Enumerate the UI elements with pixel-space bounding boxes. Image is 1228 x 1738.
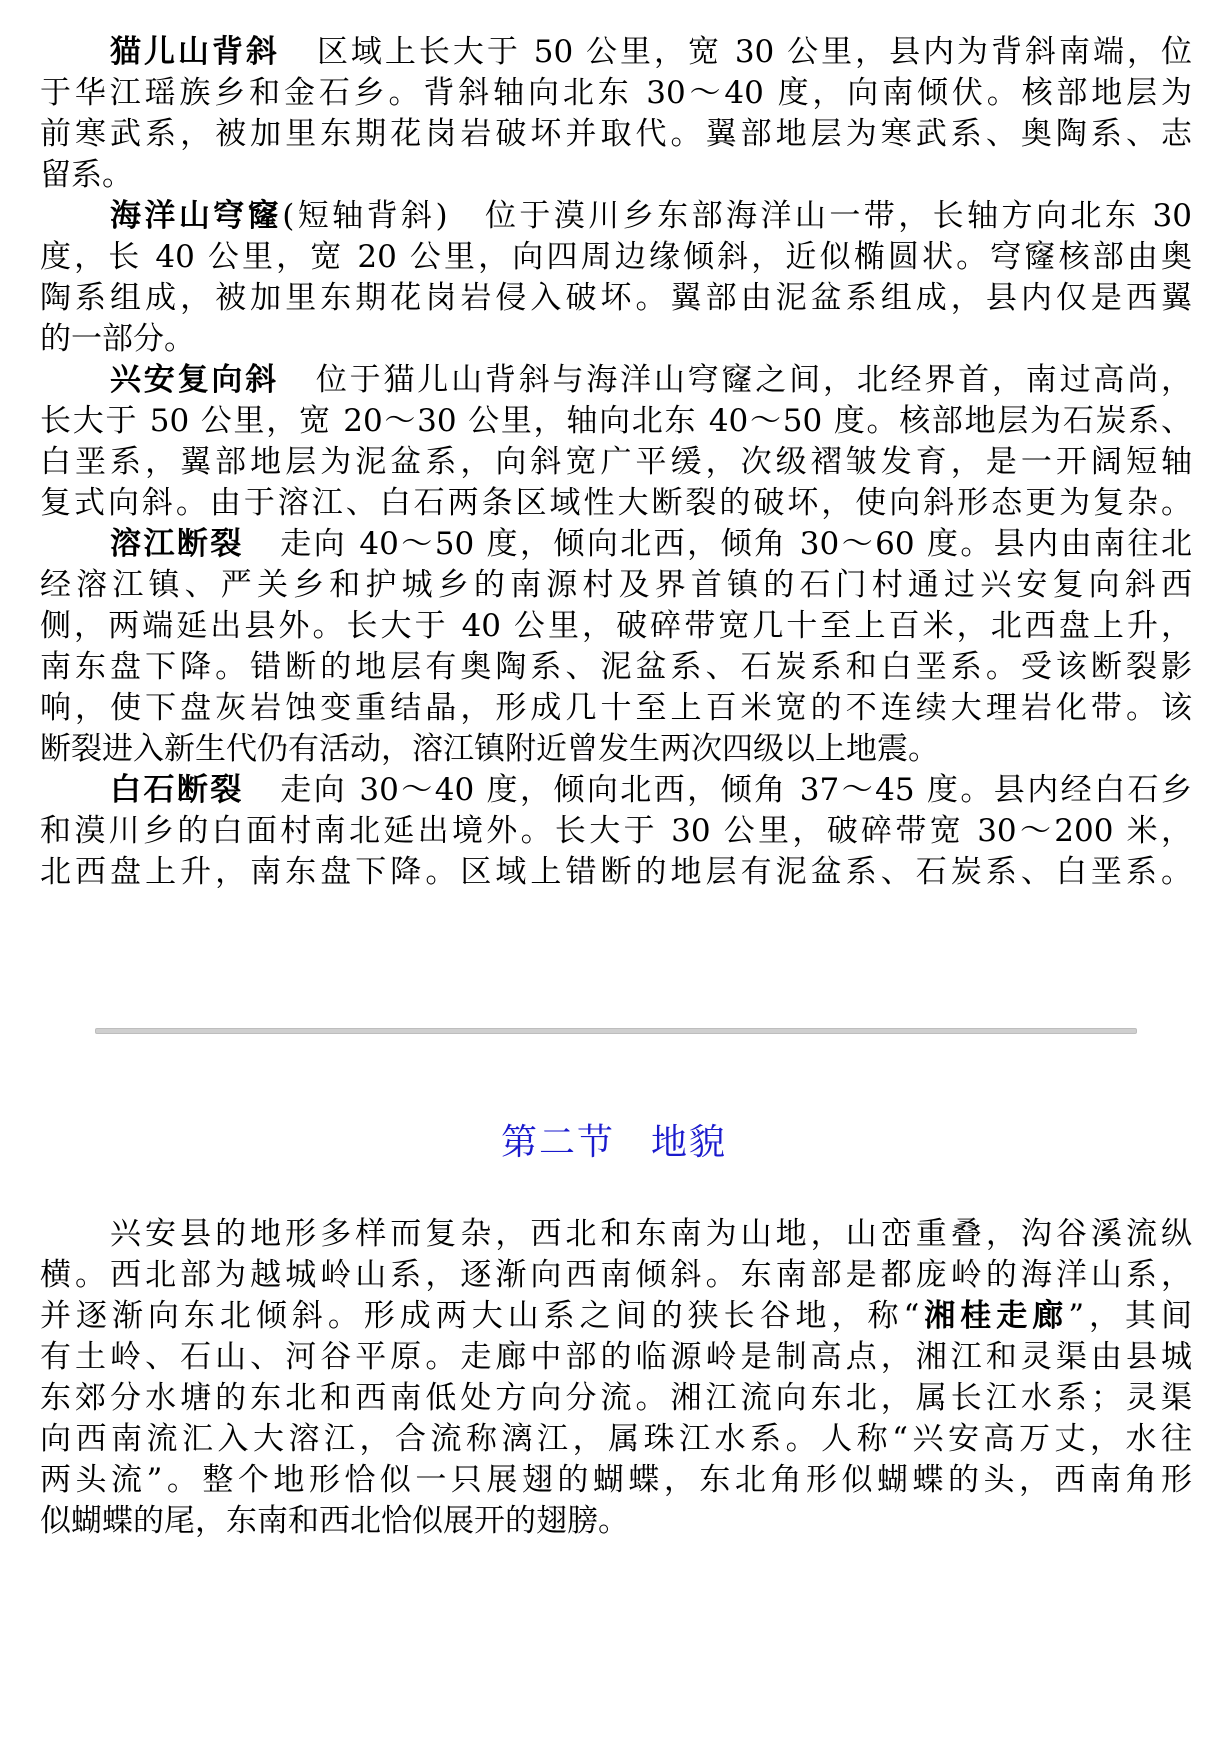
paragraph-line: 长大于 50 公里，宽 20～30 公里，轴向北东 40～50 度。核部地层为石炭系、 [40, 403, 1192, 439]
paragraph-line: 陶系组成，被加里东期花岗岩侵入破坏。翼部由泥盆系组成，县内仅是西翼 [40, 280, 1192, 316]
term-heading: 猫儿山背斜 [110, 34, 280, 70]
paragraph-line: 兴安县的地形多样而复杂，西北和东南为山地，山峦重叠，沟谷溪流纵 [110, 1216, 1192, 1252]
paragraph-line: 两头流”。整个地形恰似一只展翅的蝴蝶，东北角形似蝴蝶的头，西南角形 [40, 1462, 1192, 1498]
paragraph-line: 的一部分。 [40, 321, 195, 357]
term-heading: 兴安复向斜 [110, 362, 280, 398]
paragraph-line: 经溶江镇、严关乡和护城乡的南源村及界首镇的石门村通过兴安复向斜西 [40, 567, 1192, 603]
line-text: 位于猫儿山背斜与海洋山穹窿之间，北经界首，南过高尚， [313, 362, 1193, 398]
paragraph-line: 南东盘下降。错断的地层有奥陶系、泥盆系、石炭系和白垩系。受该断裂影 [40, 649, 1192, 685]
section-title [0, 1118, 1228, 1168]
section-number: 第二节 [500, 1122, 615, 1163]
paragraph-line: 北西盘上升，南东盘下降。区域上错断的地层有泥盆系、石炭系、白垩系。 [40, 854, 1192, 890]
paragraph-line: 侧，两端延出县外。长大于 40 公里，破碎带宽几十至上百米，北西盘上升， [40, 608, 1192, 644]
paragraph-line: 复式向斜。由于溶江、白石两条区域性大断裂的破坏，使向斜形态更为复杂。 [40, 485, 1192, 521]
paragraph-line: 横。西北部为越城岭山系，逐渐向西南倾斜。东南部是都庞岭的海洋山系， [40, 1257, 1192, 1293]
line-text: 走向 30～40 度，倾向北西，倾角 37～45 度。县内经白石乡 [277, 772, 1192, 808]
line-text: 位于漠川乡东部海洋山一带，长轴方向北东 30 [481, 198, 1192, 234]
paragraph-line: 似蝴蝶的尾，东南和西北恰似展开的翅膀。 [40, 1503, 629, 1539]
paragraph-line [40, 30, 1192, 75]
term-heading: 溶江断裂 [110, 526, 244, 562]
paragraph-line: 有土岭、石山、河谷平原。走廊中部的临源岭是制高点，湘江和灵渠由县城 [40, 1339, 1192, 1375]
line-text: 区域上长大于 50 公里，宽 30 公里，县内为背斜南端，位 [313, 34, 1192, 70]
horizontal-rule-divider [95, 1028, 1137, 1034]
paragraph-line: 断裂进入新生代仍有活动，溶江镇附近曾发生两次四级以上地震。 [40, 731, 939, 767]
line-text: 并逐渐向东北倾斜。形成两大山系之间的狭长谷地，称“ [40, 1298, 920, 1334]
term-heading: 海洋山穹窿 [110, 198, 283, 234]
paragraph-line [40, 358, 1192, 403]
paragraph-line [40, 194, 1192, 239]
section-name: 地貌 [651, 1122, 728, 1163]
paragraph-line: 于华江瑶族乡和金石乡。背斜轴向北东 30～40 度，向南倾伏。核部地层为 [40, 75, 1192, 111]
paragraph-line: 响，使下盘灰岩蚀变重结晶，形成几十至上百米宽的不连续大理岩化带。该 [40, 690, 1192, 726]
paragraph-line: 度，长 40 公里，宽 20 公里，向四周边缘倾斜，近似椭圆状。穹窿核部由奥 [40, 239, 1192, 275]
paragraph-line: 前寒武系，被加里东期花岗岩破坏并取代。翼部地层为寒武系、奥陶系、志 [40, 116, 1192, 152]
paragraph-line [40, 768, 1192, 813]
paragraph-line: 和漠川乡的白面村南北延出境外。长大于 30 公里，破碎带宽 30～200 米， [40, 813, 1192, 849]
paragraph-line [40, 522, 1192, 567]
term-heading: 白石断裂 [110, 772, 244, 808]
line-text: 走向 40～50 度，倾向北西，倾角 30～60 度。县内由南往北 [277, 526, 1192, 562]
emphasis-term: 湘桂走廊 [919, 1298, 1069, 1334]
paragraph-line [40, 1294, 1192, 1339]
term-suffix: (短轴背斜) [282, 198, 448, 234]
paragraph-line: 东郊分水塘的东北和西南低处方向分流。湘江流向东北，属长江水系；灵渠 [40, 1380, 1192, 1416]
paragraph-line: 白垩系，翼部地层为泥盆系，向斜宽广平缓，次级褶皱发育，是一开阔短轴 [40, 444, 1192, 480]
paragraph-line: 向西南流汇入大溶江，合流称漓江，属珠江水系。人称“兴安高万丈，水往 [40, 1421, 1192, 1457]
line-text: ”，其间 [1068, 1298, 1192, 1334]
paragraph-line: 留系。 [40, 157, 133, 193]
